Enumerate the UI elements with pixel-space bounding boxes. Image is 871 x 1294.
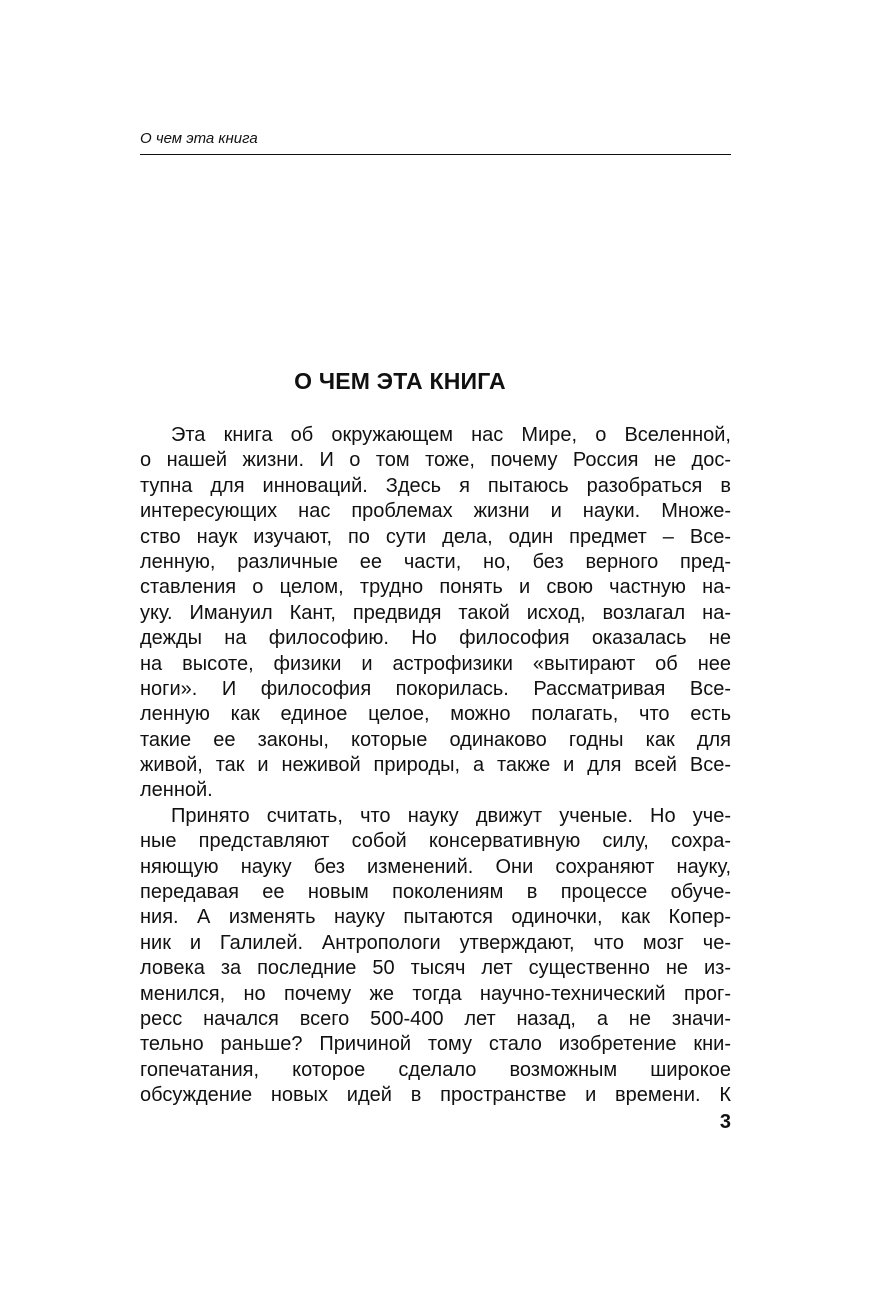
text-line: ноги». И философия покорилась. Рассматривая Все- — [140, 677, 731, 700]
text-line: живой, так и неживой природы, а также и для всей Все- — [140, 754, 731, 777]
text-line: уку. Имануил Кант, предвидя такой исход, возлагал на- — [140, 601, 731, 624]
text-line: передавая ее новым поколениям в процессе обуче- — [140, 881, 731, 904]
text-line: о нашей жизни. И о том тоже, почему Россия не дос- — [140, 449, 731, 472]
text-line: ство наук изучают, по сути дела, один предмет – Все- — [140, 525, 731, 548]
running-head: О чем эта книга — [140, 130, 258, 147]
text-line: ленную как единое целое, можно полагать, что есть — [140, 703, 731, 726]
text-line: ловека за последние 50 тысяч лет существенно не из- — [140, 957, 731, 980]
text-line: няющую науку без изменений. Они сохраняют науку, — [140, 855, 731, 878]
paragraph-1 — [140, 423, 731, 804]
text-line: тупна для инноваций. Здесь я пытаюсь разобраться в — [140, 474, 731, 497]
body-text — [140, 423, 731, 1109]
text-line: ния. А изменять науку пытаются одиночки, как Копер- — [140, 906, 731, 929]
page-number: 3 — [719, 1111, 731, 1133]
text-line: ные представляют собой консервативную силу, сохра- — [140, 830, 731, 853]
text-line: ник и Галилей. Антропологи утверждают, что мозг че- — [140, 931, 731, 954]
text-line: Эта книга об окружающем нас Мире, о Вселенной, — [171, 424, 731, 446]
text-line: дежды на философию. Но философия оказалась не — [140, 627, 731, 650]
header-rule — [140, 154, 731, 155]
text-line: ленной. — [140, 779, 213, 802]
text-line: обсуждение новых идей в пространстве и времени. К — [140, 1084, 731, 1107]
text-line: такие ее законы, которые одинаково годны как для — [140, 728, 731, 751]
text-line: на высоте, физики и астрофизики «вытирают об нее — [140, 652, 731, 675]
text-line: тельно раньше? Причиной тому стало изобретение кни- — [140, 1033, 731, 1056]
text-line: ресс начался всего 500-400 лет назад, а не значи- — [140, 1007, 731, 1030]
paragraph-2 — [140, 804, 731, 1109]
text-line: Принято считать, что науку движут ученые. Но уче- — [171, 804, 731, 827]
text-line: ленную, различные ее части, но, без верного пред- — [140, 550, 731, 573]
text-line: менился, но почему же тогда научно-технический прог- — [140, 982, 731, 1005]
text-line: гопечатания, которое сделало возможным широкое — [140, 1058, 731, 1081]
chapter-title: О ЧЕМ ЭТА КНИГА — [294, 368, 506, 394]
text-line: ставления о целом, трудно понять и свою частную на- — [140, 576, 731, 599]
text-line: интересующих нас проблемах жизни и науки. Множе- — [140, 500, 731, 523]
